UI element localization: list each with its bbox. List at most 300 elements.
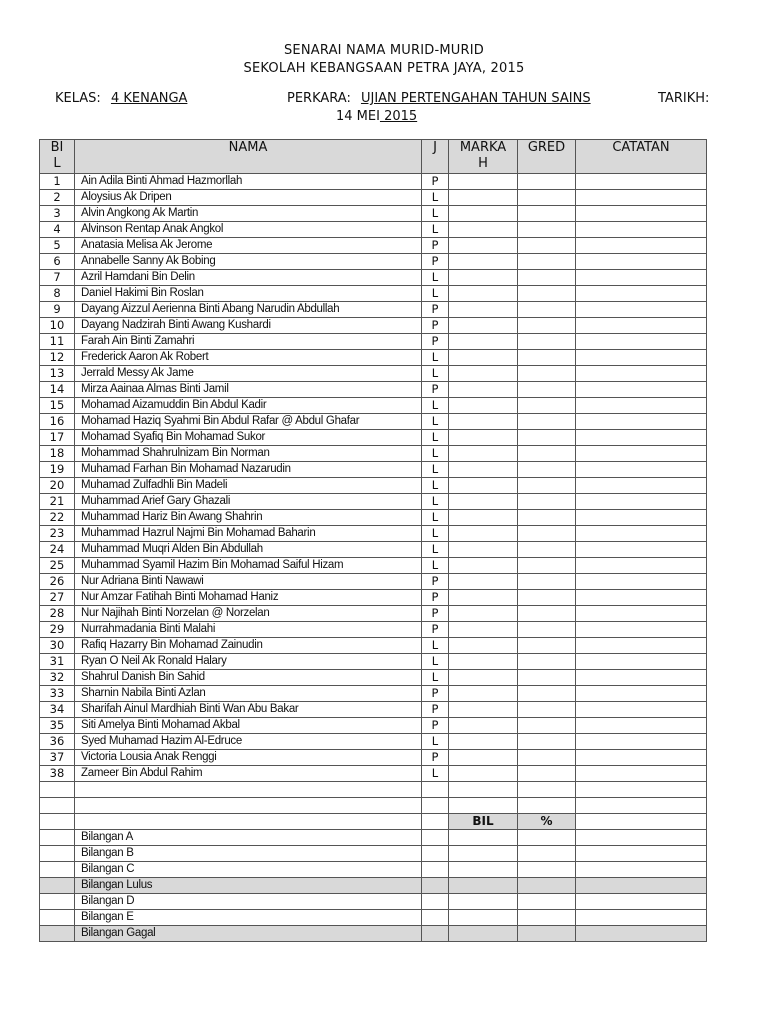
catatan-cell xyxy=(576,574,707,590)
markah-cell xyxy=(449,366,518,382)
summary-row xyxy=(40,926,707,942)
student-name: Siti Amelya Binti Mohamad Akbal xyxy=(75,718,422,734)
student-name: Mohamad Haziq Syahmi Bin Abdul Rafar @ Abdul Ghafar xyxy=(75,414,422,430)
table-row xyxy=(40,286,707,302)
table-row xyxy=(40,174,707,190)
gred-cell xyxy=(518,334,576,350)
markah-cell xyxy=(449,702,518,718)
student-name: Nur Najihah Binti Norzelan @ Norzelan xyxy=(75,606,422,622)
markah-cell xyxy=(449,510,518,526)
student-name: Nur Adriana Binti Nawawi xyxy=(75,574,422,590)
student-gender: L xyxy=(422,462,449,478)
table-row xyxy=(40,270,707,286)
date-prefix: 14 MEI xyxy=(336,109,380,124)
perkara-value: UJIAN PERTENGAHAN TAHUN SAINS xyxy=(360,91,591,106)
summary-cell xyxy=(40,862,75,878)
summary-label: Bilangan B xyxy=(75,846,422,862)
summary-label: Bilangan Lulus xyxy=(75,878,422,894)
kelas-label: KELAS: xyxy=(55,91,101,106)
table-row xyxy=(40,574,707,590)
summary-label: Bilangan E xyxy=(75,910,422,926)
gred-cell xyxy=(518,622,576,638)
student-name: Mohamad Syafiq Bin Mohamad Sukor xyxy=(75,430,422,446)
gred-cell xyxy=(518,638,576,654)
student-name: Alvinson Rentap Anak Angkol xyxy=(75,222,422,238)
catatan-cell xyxy=(576,222,707,238)
catatan-cell xyxy=(576,654,707,670)
summary-cell xyxy=(576,846,707,862)
student-name: Dayang Nadzirah Binti Awang Kushardi xyxy=(75,318,422,334)
catatan-cell xyxy=(576,750,707,766)
student-gender: P xyxy=(422,334,449,350)
table-row xyxy=(40,238,707,254)
student-name: Rafiq Hazarry Bin Mohamad Zainudin xyxy=(75,638,422,654)
student-gender: L xyxy=(422,510,449,526)
table-row xyxy=(40,366,707,382)
summary-cell xyxy=(40,846,75,862)
gred-cell xyxy=(518,734,576,750)
table-header-row xyxy=(40,140,707,174)
markah-cell xyxy=(449,270,518,286)
student-number: 36 xyxy=(40,734,75,750)
catatan-cell xyxy=(576,254,707,270)
student-number: 25 xyxy=(40,558,75,574)
student-number: 22 xyxy=(40,510,75,526)
student-gender: P xyxy=(422,382,449,398)
student-gender: P xyxy=(422,750,449,766)
summary-cell xyxy=(449,894,518,910)
col-catatan: CATATAN xyxy=(576,140,707,174)
summary-cell xyxy=(576,862,707,878)
summary-cell xyxy=(422,910,449,926)
table-row xyxy=(40,494,707,510)
catatan-cell xyxy=(576,238,707,254)
student-gender: L xyxy=(422,542,449,558)
gred-cell xyxy=(518,766,576,782)
catatan-cell xyxy=(576,350,707,366)
catatan-cell xyxy=(576,270,707,286)
student-name: Farah Ain Binti Zamahri xyxy=(75,334,422,350)
student-number: 20 xyxy=(40,478,75,494)
student-number: 2 xyxy=(40,190,75,206)
school-name: SEKOLAH KEBANGSAAN PETRA JAYA, 2015 xyxy=(243,61,525,76)
catatan-cell xyxy=(576,286,707,302)
table-row xyxy=(40,350,707,366)
markah-cell xyxy=(449,222,518,238)
table-row xyxy=(40,398,707,414)
markah-cell xyxy=(449,238,518,254)
table-row xyxy=(40,622,707,638)
catatan-cell xyxy=(576,622,707,638)
student-number: 31 xyxy=(40,654,75,670)
date-year: 2015 xyxy=(379,109,418,124)
student-name: Zameer Bin Abdul Rahim xyxy=(75,766,422,782)
summary-cell xyxy=(518,846,576,862)
student-number: 24 xyxy=(40,542,75,558)
catatan-cell xyxy=(576,398,707,414)
student-gender: L xyxy=(422,366,449,382)
table-row xyxy=(40,510,707,526)
student-gender: L xyxy=(422,190,449,206)
summary-cell xyxy=(518,926,576,942)
table-row xyxy=(40,590,707,606)
catatan-cell xyxy=(576,446,707,462)
gred-cell xyxy=(518,190,576,206)
student-name: Muhammad Arief Gary Ghazali xyxy=(75,494,422,510)
student-number: 9 xyxy=(40,302,75,318)
markah-cell xyxy=(449,254,518,270)
table-row xyxy=(40,558,707,574)
student-name: Annabelle Sanny Ak Bobing xyxy=(75,254,422,270)
student-number: 10 xyxy=(40,318,75,334)
student-gender: L xyxy=(422,766,449,782)
student-number: 1 xyxy=(40,174,75,190)
summary-cell xyxy=(422,926,449,942)
student-number: 8 xyxy=(40,286,75,302)
markah-cell xyxy=(449,414,518,430)
student-gender: P xyxy=(422,606,449,622)
student-gender: L xyxy=(422,222,449,238)
gred-cell xyxy=(518,222,576,238)
student-name: Nurrahmadania Binti Malahi xyxy=(75,622,422,638)
summary-cell xyxy=(576,878,707,894)
student-gender: L xyxy=(422,734,449,750)
tarikh-label: TARIKH: xyxy=(658,91,710,106)
markah-cell xyxy=(449,478,518,494)
markah-cell xyxy=(449,382,518,398)
student-gender: L xyxy=(422,350,449,366)
summary-cell xyxy=(518,878,576,894)
summary-cell xyxy=(40,894,75,910)
gred-cell xyxy=(518,366,576,382)
catatan-cell xyxy=(576,766,707,782)
summary-cell xyxy=(449,878,518,894)
kelas-field xyxy=(55,91,187,106)
summary-cell xyxy=(449,846,518,862)
student-name: Nur Amzar Fatihah Binti Mohamad Haniz xyxy=(75,590,422,606)
catatan-cell xyxy=(576,526,707,542)
student-gender: L xyxy=(422,494,449,510)
student-name: Alvin Angkong Ak Martin xyxy=(75,206,422,222)
table-row xyxy=(40,382,707,398)
student-number: 32 xyxy=(40,670,75,686)
summary-cell xyxy=(422,830,449,846)
summary-cell xyxy=(449,910,518,926)
gred-cell xyxy=(518,430,576,446)
student-name: Mirza Aainaa Almas Binti Jamil xyxy=(75,382,422,398)
student-number: 38 xyxy=(40,766,75,782)
summary-header-row xyxy=(40,814,707,830)
markah-cell xyxy=(449,462,518,478)
student-gender: P xyxy=(422,718,449,734)
markah-cell xyxy=(449,318,518,334)
empty-row xyxy=(40,798,707,814)
gred-cell xyxy=(518,238,576,254)
gred-cell xyxy=(518,590,576,606)
summary-cell xyxy=(449,926,518,942)
table-row xyxy=(40,206,707,222)
table-row xyxy=(40,638,707,654)
student-gender: L xyxy=(422,398,449,414)
catatan-cell xyxy=(576,430,707,446)
empty-row xyxy=(40,782,707,798)
student-number: 33 xyxy=(40,686,75,702)
summary-cell xyxy=(576,894,707,910)
gred-cell xyxy=(518,302,576,318)
table-row xyxy=(40,446,707,462)
student-number: 12 xyxy=(40,350,75,366)
gred-cell xyxy=(518,494,576,510)
gred-cell xyxy=(518,718,576,734)
summary-cell xyxy=(518,862,576,878)
summary-cell xyxy=(40,910,75,926)
student-number: 3 xyxy=(40,206,75,222)
catatan-cell xyxy=(576,462,707,478)
student-gender: L xyxy=(422,286,449,302)
student-gender: P xyxy=(422,318,449,334)
student-gender: P xyxy=(422,686,449,702)
kelas-value: 4 KENANGA xyxy=(110,91,188,106)
bil-header: BIL xyxy=(449,814,518,830)
summary-row xyxy=(40,862,707,878)
markah-cell xyxy=(449,350,518,366)
student-number: 7 xyxy=(40,270,75,286)
table-row xyxy=(40,254,707,270)
summary-cell xyxy=(422,878,449,894)
markah-cell xyxy=(449,430,518,446)
student-gender: P xyxy=(422,590,449,606)
perkara-field xyxy=(287,91,591,106)
summary-cell xyxy=(40,878,75,894)
summary-cell xyxy=(518,830,576,846)
student-table xyxy=(39,139,707,942)
gred-cell xyxy=(518,702,576,718)
table-row xyxy=(40,750,707,766)
catatan-cell xyxy=(576,334,707,350)
summary-row xyxy=(40,878,707,894)
student-name: Daniel Hakimi Bin Roslan xyxy=(75,286,422,302)
markah-cell xyxy=(449,734,518,750)
student-name: Syed Muhamad Hazim Al-Edruce xyxy=(75,734,422,750)
student-name: Muhammad Hazrul Najmi Bin Mohamad Baharin xyxy=(75,526,422,542)
student-gender: L xyxy=(422,638,449,654)
student-number: 5 xyxy=(40,238,75,254)
catatan-cell xyxy=(576,606,707,622)
summary-cell xyxy=(576,926,707,942)
table-row xyxy=(40,430,707,446)
student-gender: P xyxy=(422,574,449,590)
student-name: Mohamad Aizamuddin Bin Abdul Kadir xyxy=(75,398,422,414)
gred-cell xyxy=(518,542,576,558)
catatan-cell xyxy=(576,318,707,334)
student-name: Azril Hamdani Bin Delin xyxy=(75,270,422,286)
gred-cell xyxy=(518,686,576,702)
catatan-cell xyxy=(576,206,707,222)
catatan-cell xyxy=(576,190,707,206)
markah-cell xyxy=(449,446,518,462)
markah-cell xyxy=(449,526,518,542)
gred-cell xyxy=(518,318,576,334)
summary-cell xyxy=(576,910,707,926)
students-body xyxy=(40,174,707,782)
markah-cell xyxy=(449,766,518,782)
catatan-cell xyxy=(576,478,707,494)
catatan-cell xyxy=(576,702,707,718)
student-name: Sharnin Nabila Binti Azlan xyxy=(75,686,422,702)
student-number: 6 xyxy=(40,254,75,270)
gred-cell xyxy=(518,526,576,542)
gred-cell xyxy=(518,398,576,414)
catatan-cell xyxy=(576,494,707,510)
student-name: Ryan O Neil Ak Ronald Halary xyxy=(75,654,422,670)
student-gender: L xyxy=(422,270,449,286)
student-name: Victoria Lousia Anak Renggi xyxy=(75,750,422,766)
catatan-cell xyxy=(576,558,707,574)
summary-cell xyxy=(518,894,576,910)
table-row xyxy=(40,654,707,670)
table-row xyxy=(40,462,707,478)
catatan-cell xyxy=(576,670,707,686)
table-row xyxy=(40,670,707,686)
markah-cell xyxy=(449,542,518,558)
catatan-cell xyxy=(576,590,707,606)
table-row xyxy=(40,526,707,542)
catatan-cell xyxy=(576,718,707,734)
col-nama: NAMA xyxy=(75,140,422,174)
table-row xyxy=(40,686,707,702)
gred-cell xyxy=(518,286,576,302)
markah-cell xyxy=(449,750,518,766)
table-row xyxy=(40,478,707,494)
student-number: 19 xyxy=(40,462,75,478)
student-number: 17 xyxy=(40,430,75,446)
markah-cell xyxy=(449,302,518,318)
gred-cell xyxy=(518,174,576,190)
student-name: Muhammad Muqri Alden Bin Abdullah xyxy=(75,542,422,558)
markah-cell xyxy=(449,286,518,302)
student-gender: L xyxy=(422,206,449,222)
student-name: Mohammad Shahrulnizam Bin Norman xyxy=(75,446,422,462)
catatan-cell xyxy=(576,174,707,190)
student-gender: P xyxy=(422,302,449,318)
student-number: 37 xyxy=(40,750,75,766)
markah-cell xyxy=(449,190,518,206)
col-j: J xyxy=(422,140,449,174)
student-gender: L xyxy=(422,478,449,494)
markah-cell xyxy=(449,494,518,510)
markah-cell xyxy=(449,686,518,702)
summary-label: Bilangan D xyxy=(75,894,422,910)
student-number: 14 xyxy=(40,382,75,398)
summary-row xyxy=(40,830,707,846)
summary-cell xyxy=(518,910,576,926)
pct-header: % xyxy=(518,814,576,830)
summary-row xyxy=(40,910,707,926)
table-row xyxy=(40,542,707,558)
summary-label: Bilangan C xyxy=(75,862,422,878)
student-number: 13 xyxy=(40,366,75,382)
student-gender: L xyxy=(422,414,449,430)
student-number: 4 xyxy=(40,222,75,238)
gred-cell xyxy=(518,510,576,526)
student-number: 34 xyxy=(40,702,75,718)
student-gender: P xyxy=(422,254,449,270)
student-name: Muhammad Syamil Hazim Bin Mohamad Saiful Hizam xyxy=(75,558,422,574)
summary-cell xyxy=(422,846,449,862)
catatan-cell xyxy=(576,366,707,382)
student-name: Sharifah Ainul Mardhiah Binti Wan Abu Bakar xyxy=(75,702,422,718)
markah-cell xyxy=(449,334,518,350)
student-name: Muhammad Hariz Bin Awang Shahrin xyxy=(75,510,422,526)
table-row xyxy=(40,766,707,782)
gred-cell xyxy=(518,670,576,686)
summary-row xyxy=(40,894,707,910)
table-row xyxy=(40,190,707,206)
markah-cell xyxy=(449,606,518,622)
student-number: 26 xyxy=(40,574,75,590)
catatan-cell xyxy=(576,686,707,702)
student-gender: L xyxy=(422,446,449,462)
student-name: Shahrul Danish Bin Sahid xyxy=(75,670,422,686)
student-gender: L xyxy=(422,670,449,686)
student-number: 15 xyxy=(40,398,75,414)
student-name: Muhamad Zulfadhli Bin Madeli xyxy=(75,478,422,494)
col-gred: GRED xyxy=(518,140,576,174)
student-gender: P xyxy=(422,238,449,254)
table-row xyxy=(40,606,707,622)
student-name: Aloysius Ak Dripen xyxy=(75,190,422,206)
summary-cell xyxy=(40,926,75,942)
catatan-cell xyxy=(576,510,707,526)
gred-cell xyxy=(518,382,576,398)
student-number: 16 xyxy=(40,414,75,430)
gred-cell xyxy=(518,270,576,286)
summary-cell xyxy=(449,862,518,878)
catatan-cell xyxy=(576,382,707,398)
markah-cell xyxy=(449,590,518,606)
markah-cell xyxy=(449,670,518,686)
catatan-cell xyxy=(576,542,707,558)
student-number: 30 xyxy=(40,638,75,654)
student-name: Muhamad Farhan Bin Mohamad Nazarudin xyxy=(75,462,422,478)
catatan-cell xyxy=(576,414,707,430)
student-gender: L xyxy=(422,526,449,542)
student-number: 28 xyxy=(40,606,75,622)
student-number: 18 xyxy=(40,446,75,462)
perkara-label: PERKARA: xyxy=(287,91,351,106)
gred-cell xyxy=(518,574,576,590)
student-number: 23 xyxy=(40,526,75,542)
catatan-cell xyxy=(576,302,707,318)
table-row xyxy=(40,318,707,334)
student-number: 29 xyxy=(40,622,75,638)
gred-cell xyxy=(518,206,576,222)
summary-cell xyxy=(449,830,518,846)
markah-cell xyxy=(449,574,518,590)
gred-cell xyxy=(518,414,576,430)
student-number: 27 xyxy=(40,590,75,606)
student-gender: L xyxy=(422,654,449,670)
gred-cell xyxy=(518,606,576,622)
student-gender: L xyxy=(422,558,449,574)
table-row xyxy=(40,702,707,718)
student-gender: P xyxy=(422,622,449,638)
student-number: 35 xyxy=(40,718,75,734)
summary-cell xyxy=(40,830,75,846)
table-row xyxy=(40,414,707,430)
markah-cell xyxy=(449,206,518,222)
summary-row xyxy=(40,846,707,862)
